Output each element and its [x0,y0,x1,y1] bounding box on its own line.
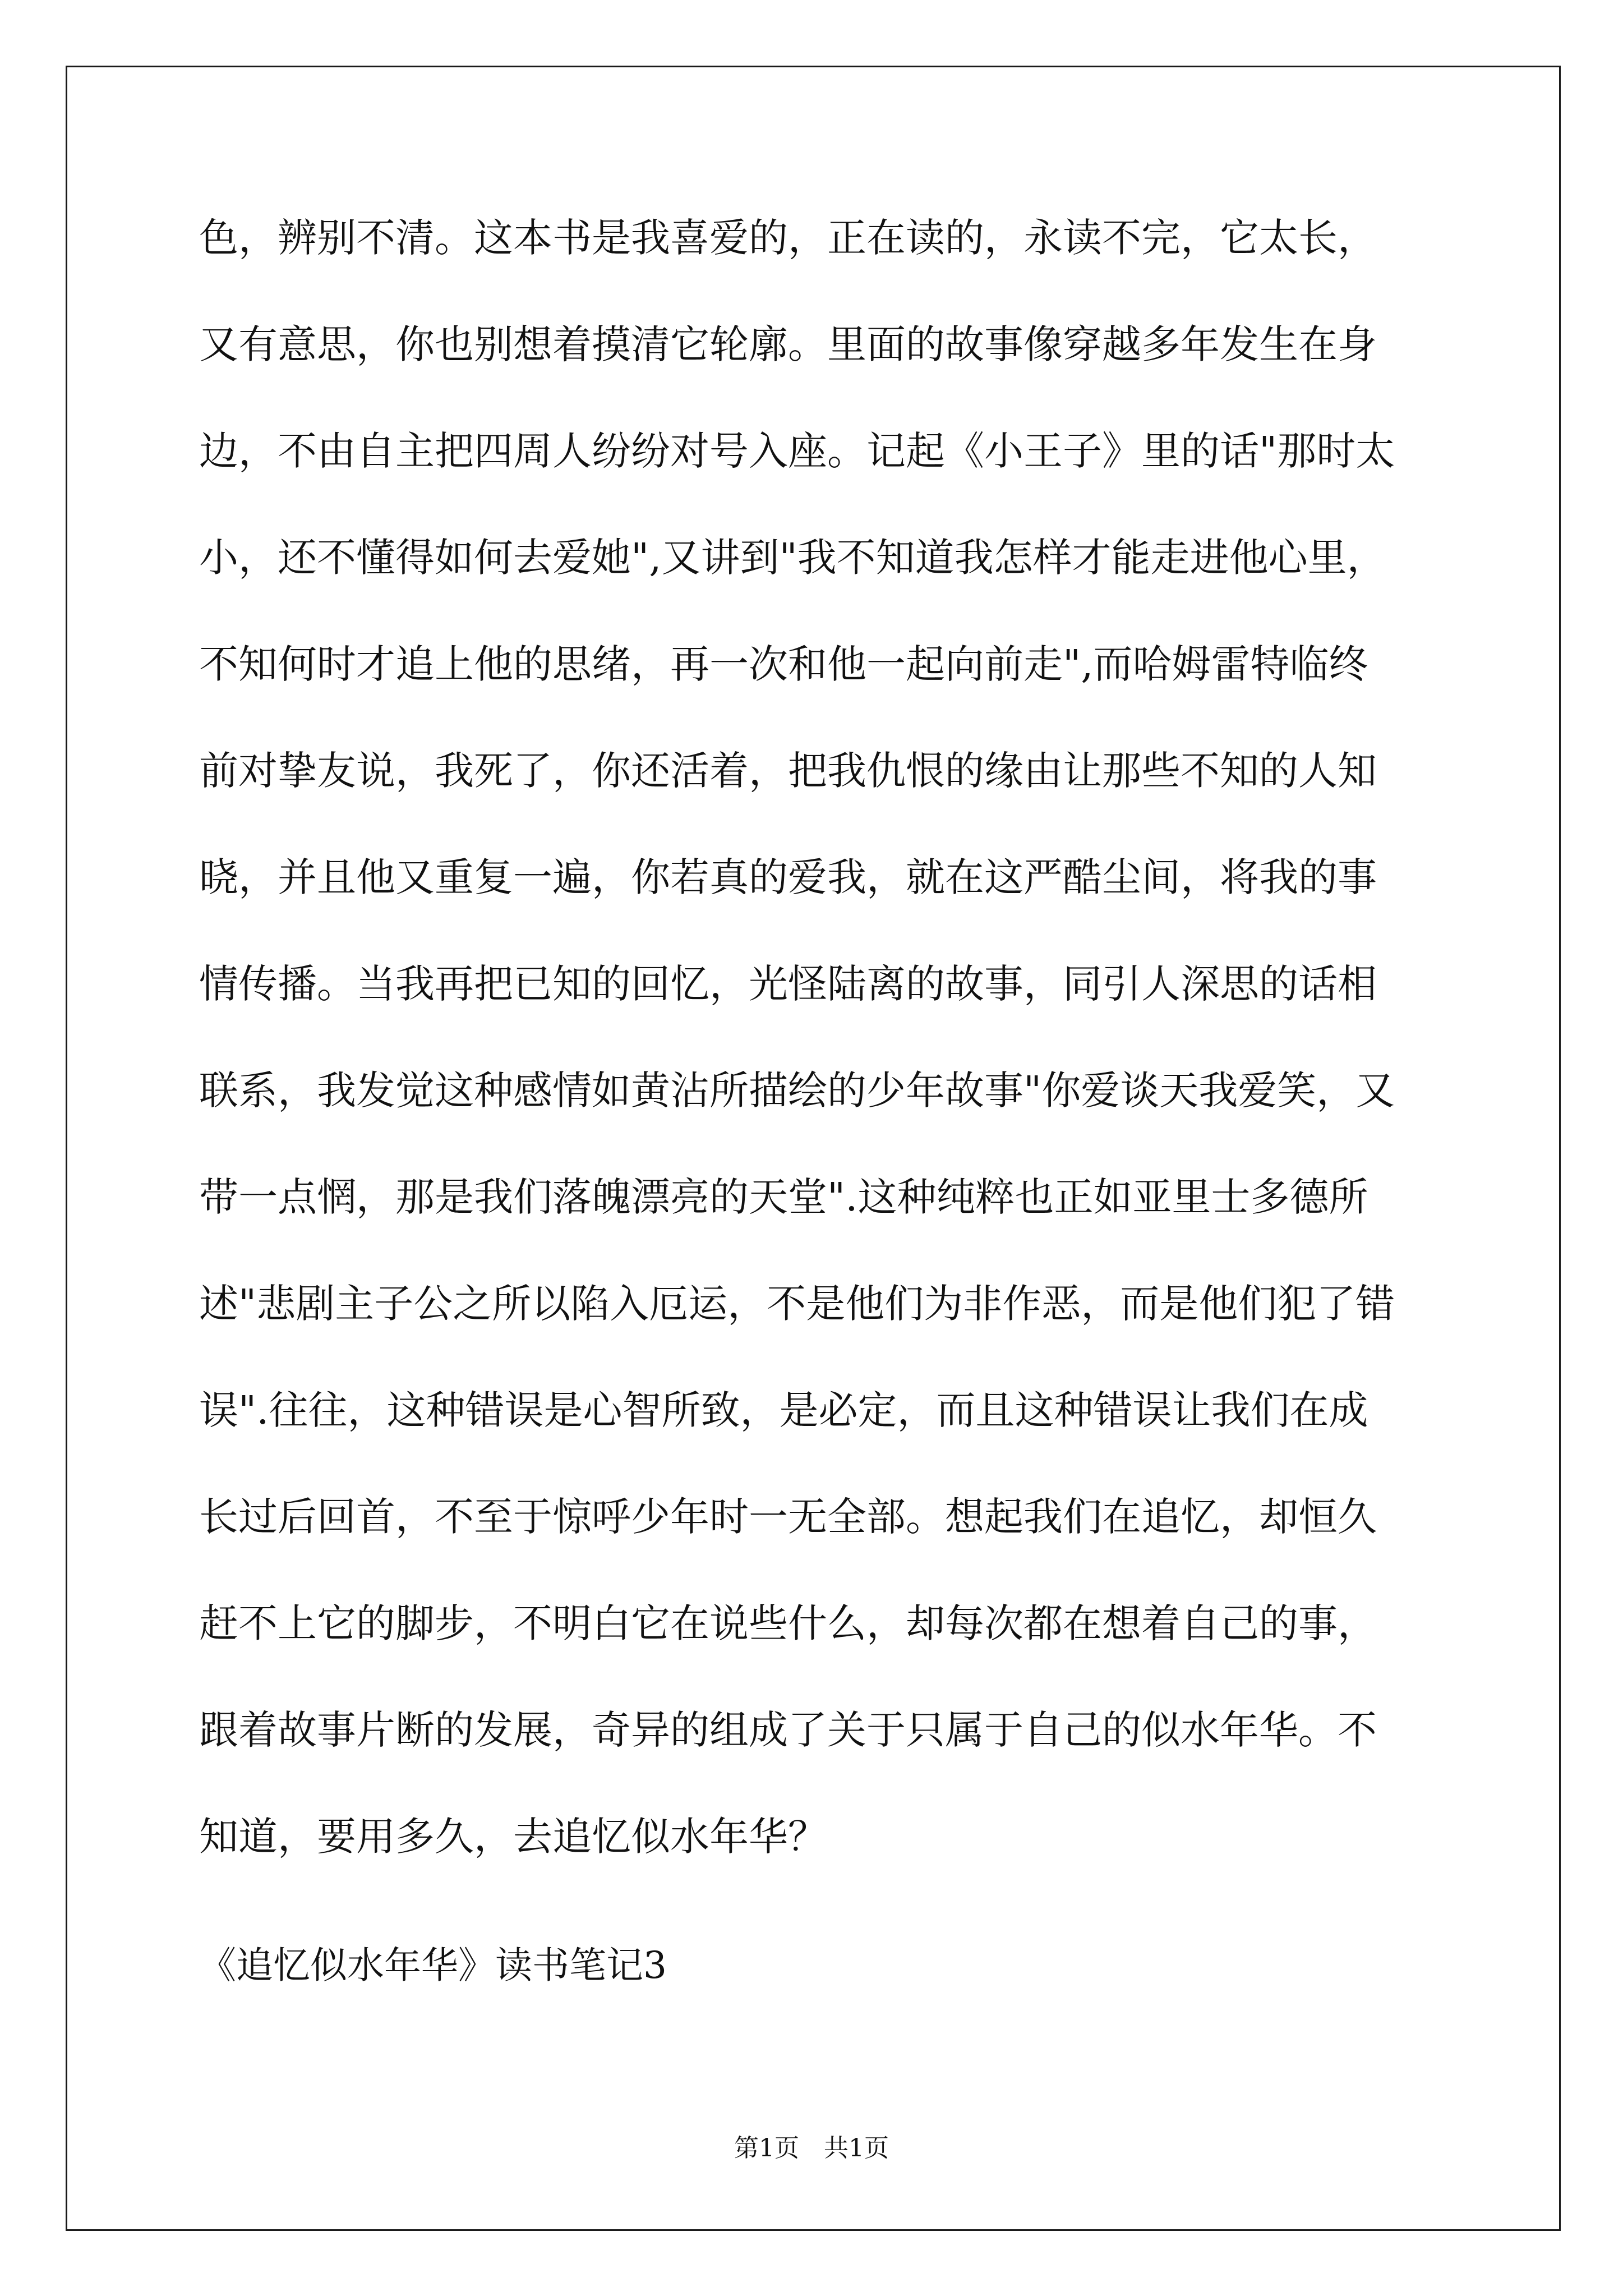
page-number-footer: 第1页 共1页 [734,2134,889,2162]
body-line: 带一点惘，那是我们落魄漂亮的天堂".这种纯粹也正如亚里士多德所 [199,1174,1368,1220]
body-line: 赶不上它的脚步，不明白它在说些什么，却每次都在想着自己的事， [199,1600,1377,1646]
body-line: 长过后回首，不至于惊呼少年时一无全部。想起我们在追忆，却恒久 [199,1494,1377,1540]
body-line: 不知何时才追上他的思绪，再一次和他一起向前走",而哈姆雷特临终 [199,641,1368,687]
body-line: 晓，并且他又重复一遍，你若真的爱我，就在这严酷尘间，将我的事 [199,854,1377,900]
body-line: 述"悲剧主子公之所以陷入厄运，不是他们为非作恶，而是他们犯了错 [199,1281,1395,1327]
body-line: 联系，我发觉这种感情如黄沾所描绘的少年故事"你爱谈天我爱笑，又 [199,1068,1395,1114]
body-line: 情传播。当我再把已知的回忆，光怪陆离的故事，同引人深思的话相 [199,961,1377,1007]
body-line: 跟着故事片断的发展，奇异的组成了关于只属于自己的似水年华。不 [199,1707,1377,1753]
body-line: 误".往往，这种错误是心智所致，是必定，而且这种错误让我们在成 [199,1387,1368,1433]
body-line: 前对挚友说，我死了，你还活着，把我仇恨的缘由让那些不知的人知 [199,748,1377,794]
body-line: 知道，要用多久，去追忆似水年华？ [199,1814,827,1860]
section-heading: 《追忆似水年华》读书笔记3 [199,1944,667,1987]
body-line: 又有意思，你也别想着摸清它轮廓。里面的故事像穿越多年发生在身 [199,321,1377,367]
body-line: 色，辨别不清。这本书是我喜爱的，正在读的，永读不完，它太长， [199,215,1377,261]
body-line: 小，还不懂得如何去爱她",又讲到"我不知道我怎样才能走进他心里， [199,535,1386,581]
body-line: 边，不由自主把四周人纷纷对号入座。记起《小王子》里的话"那时太 [199,428,1395,474]
body-text [199,209,1455,1914]
